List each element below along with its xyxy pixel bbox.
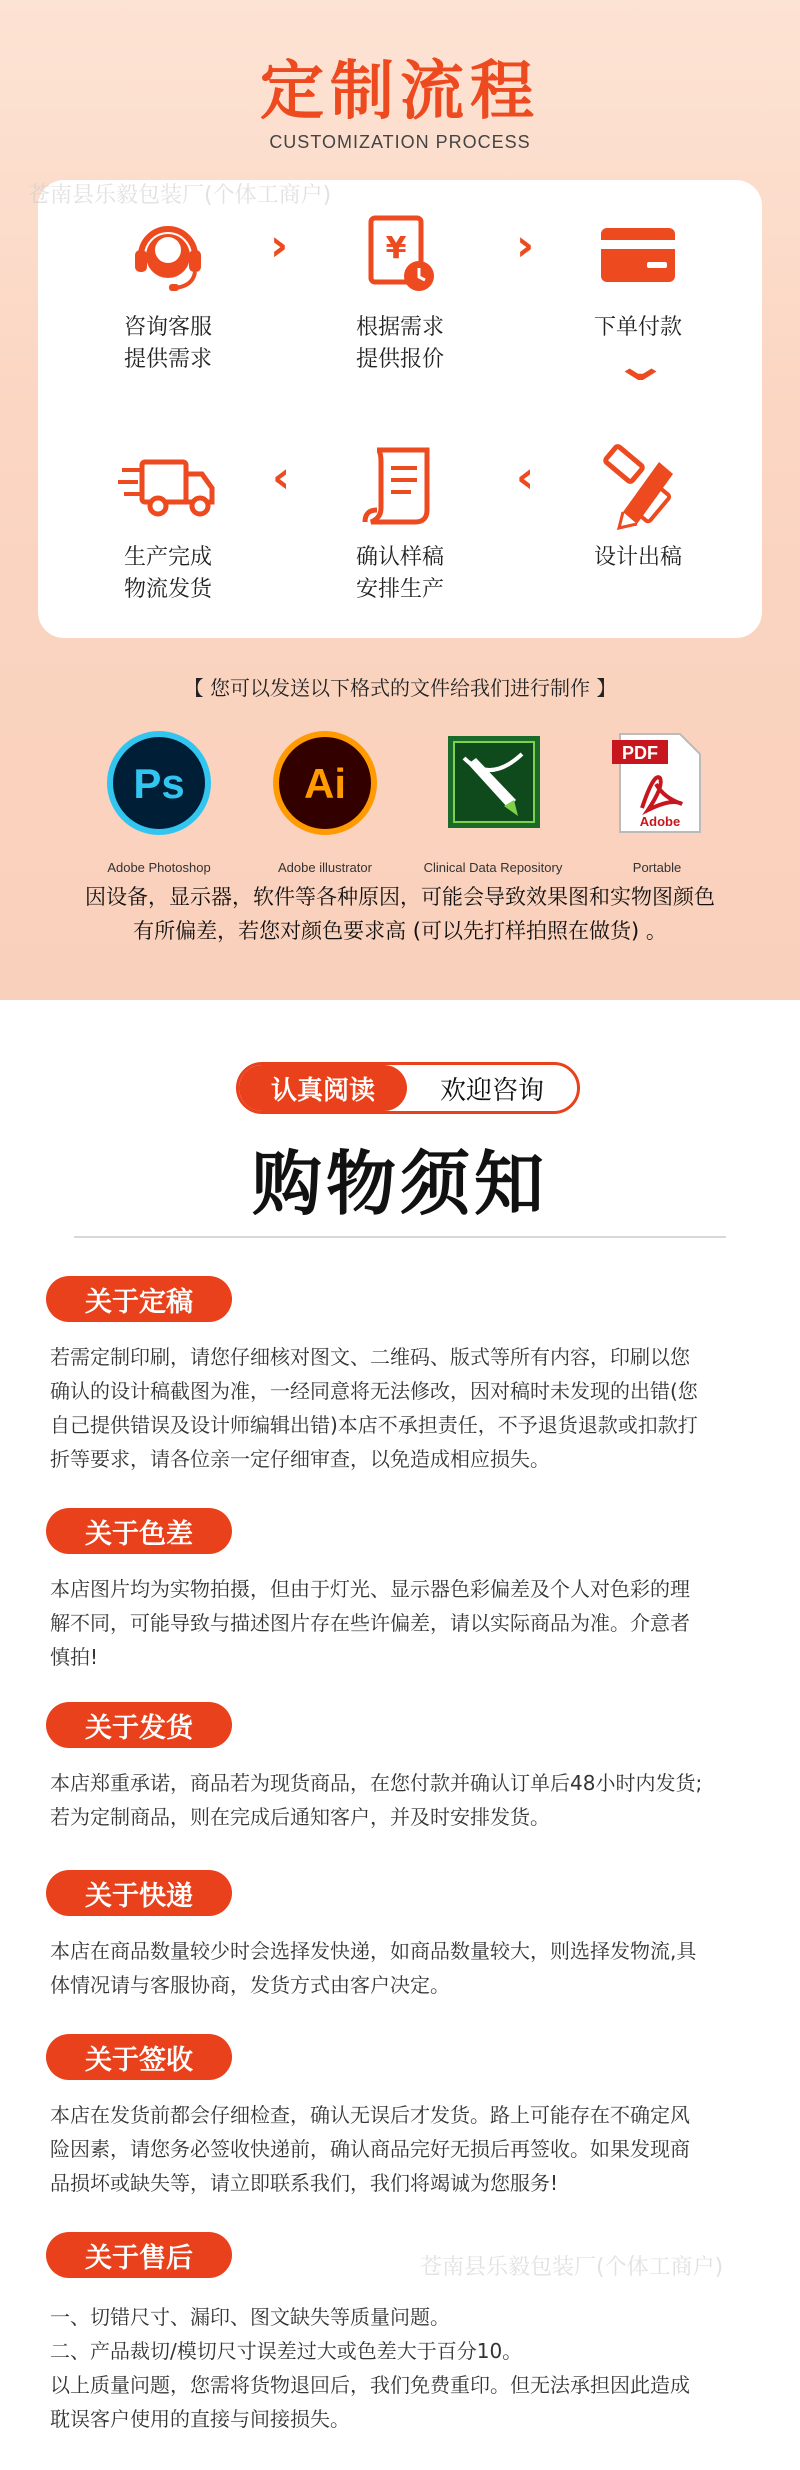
section-line: 折等要求，请各位亲一定仔细审查，以免造成相应损失。 (50, 1447, 550, 1471)
photoshop-logo-icon (104, 728, 214, 838)
coreldraw-logo-icon (438, 728, 548, 838)
step-label-line1: 根据需求 (355, 315, 444, 340)
confirm-document-icon (345, 440, 455, 530)
section-line: 解不同，可能导致与描述图片存在些许偏差，请以实际商品为准。介意者 (50, 1611, 690, 1635)
arrow-right-icon: › (270, 220, 289, 271)
section-line: 自己提供错误及设计师编辑出错)本店不承担责任，不予退货退款或扣款打 (50, 1413, 698, 1437)
step-design (548, 440, 728, 574)
step-label-line1: 咨询客服 (123, 315, 212, 340)
watermark: 苍南县乐毅包装厂(个体工商户) (28, 183, 332, 208)
arrow-right-icon: › (516, 220, 535, 271)
section-line: 本店在商品数量较少时会选择发快递，如商品数量较大，则选择发物流,具 (50, 1939, 697, 1963)
design-pencil-icon (583, 440, 693, 530)
section-line: 品损坏或缺失等，请立即联系我们，我们将竭诚为您服务! (50, 2171, 559, 2195)
arrow-down-icon: ⌄ (610, 340, 670, 391)
illustrator-logo-icon (270, 728, 380, 838)
color-note-line1: 因设备，显示器，软件等各种原因，可能会导致效果图和实物图颜色 (85, 885, 715, 909)
step-label-line2: 提供报价 (355, 347, 444, 372)
step-label-line2: 物流发货 (123, 577, 212, 602)
section-line: 体情况请与客服协商，发货方式由客户决定。 (50, 1973, 450, 1997)
section-body (50, 2300, 766, 2436)
section-tag: 关于签收 (46, 2034, 232, 2080)
section-line: 耽误客户使用的直接与间接损失。 (50, 2407, 350, 2431)
section-body (50, 1934, 766, 2002)
step-shipping (78, 440, 258, 606)
format-caption: Clinical Data Repository (423, 860, 563, 875)
section-tag: 关于快递 (46, 1870, 232, 1916)
section-tag: 关于定稿 (46, 1276, 232, 1322)
section-body (50, 1572, 766, 1674)
watermark: 苍南县乐毅包装厂(个体工商户) (420, 2255, 724, 2280)
step-label-line2: 提供需求 (123, 347, 212, 372)
format-pdf (572, 728, 742, 875)
pdf-logo-text: PDF (622, 743, 658, 763)
step-label-line1: 生产完成 (123, 545, 212, 570)
section-tag: 关于售后 (46, 2232, 232, 2278)
step-consult (78, 210, 258, 376)
format-caption: Adobe illustrator (278, 860, 372, 875)
color-note (60, 880, 740, 948)
page-title: 定制流程 (260, 55, 540, 129)
step-payment (548, 210, 728, 344)
read-carefully-banner (236, 1062, 580, 1114)
format-caption: Adobe Photoshop (107, 860, 211, 875)
quote-price-icon (345, 210, 455, 300)
notice-title: 购物须知 (252, 1143, 548, 1225)
section-line: 一、切错尺寸、漏印、图文缺失等质量问题。 (50, 2305, 450, 2329)
step-label-line2: 安排生产 (355, 577, 444, 602)
step-quote (310, 210, 490, 376)
section-line: 以上质量问题，您需将货物退回后，我们免费重印。但无法承担因此造成 (50, 2373, 690, 2397)
customer-service-headset-icon (113, 210, 223, 300)
section-body (50, 1340, 766, 1476)
color-note-line2: 有所偏差，若您对颜色要求高 (可以先打样拍照在做货) 。 (133, 919, 667, 943)
arrow-left-icon: ‹ (516, 452, 535, 503)
pill-left-label: 认真阅读 (239, 1065, 407, 1111)
step-label-line1: 确认样稿 (355, 545, 444, 570)
svg-text:¥: ¥ (385, 231, 407, 266)
section-line: 本店图片均为实物拍摄，但由于灯光、显示器色彩偏差及个人对色彩的理 (50, 1577, 690, 1601)
format-coreldraw (408, 728, 578, 875)
process-card (38, 180, 762, 638)
pill-right-label: 欢迎咨询 (439, 1075, 544, 1106)
divider (74, 1236, 726, 1238)
illustrator-logo-text: Ai (304, 760, 346, 807)
section-line: 险因素，请您务必签收快递前，确认商品完好无损后再签收。如果发现商 (50, 2137, 690, 2161)
pdf-logo-icon (602, 728, 712, 838)
customization-process-panel (0, 0, 800, 1000)
arrow-left-icon: ‹ (272, 452, 291, 503)
formats-title: 【 您可以发送以下格式的文件给我们进行制作 】 (183, 676, 617, 700)
page-subtitle: CUSTOMIZATION PROCESS (269, 132, 531, 152)
section-line: 本店在发货前都会仔细检查，确认无误后才发货。路上可能存在不确定风 (50, 2103, 690, 2127)
section-body (50, 2098, 766, 2200)
section-body (50, 1766, 766, 1834)
pdf-logo-sub: Adobe (639, 814, 681, 829)
payment-card-icon (583, 210, 693, 300)
section-line: 本店郑重承诺，商品若为现货商品，在您付款并确认订单后48小时内发货; (50, 1771, 703, 1795)
step-confirm (310, 440, 490, 606)
section-line: 若需定制印刷，请您仔细核对图文、二维码、版式等所有内容，印刷以您 (50, 1345, 690, 1369)
section-line: 慎拍! (50, 1645, 99, 1669)
photoshop-logo-text: Ps (133, 760, 185, 807)
format-caption: Portable (632, 860, 682, 875)
delivery-truck-icon (113, 440, 223, 530)
section-line: 二、产品裁切/模切尺寸误差过大或色差大于百分10。 (50, 2339, 523, 2363)
section-tag: 关于色差 (46, 1508, 232, 1554)
section-line: 若为定制商品，则在完成后通知客户，并及时安排发货。 (50, 1805, 550, 1829)
section-tag: 关于发货 (46, 1702, 232, 1748)
step-label-line1: 下单付款 (593, 315, 682, 340)
format-illustrator (240, 728, 410, 875)
format-photoshop (74, 728, 244, 875)
step-label-line1: 设计出稿 (593, 545, 682, 570)
section-line: 确认的设计稿截图为准，一经同意将无法修改，因对稿时未发现的出错(您 (50, 1379, 698, 1403)
